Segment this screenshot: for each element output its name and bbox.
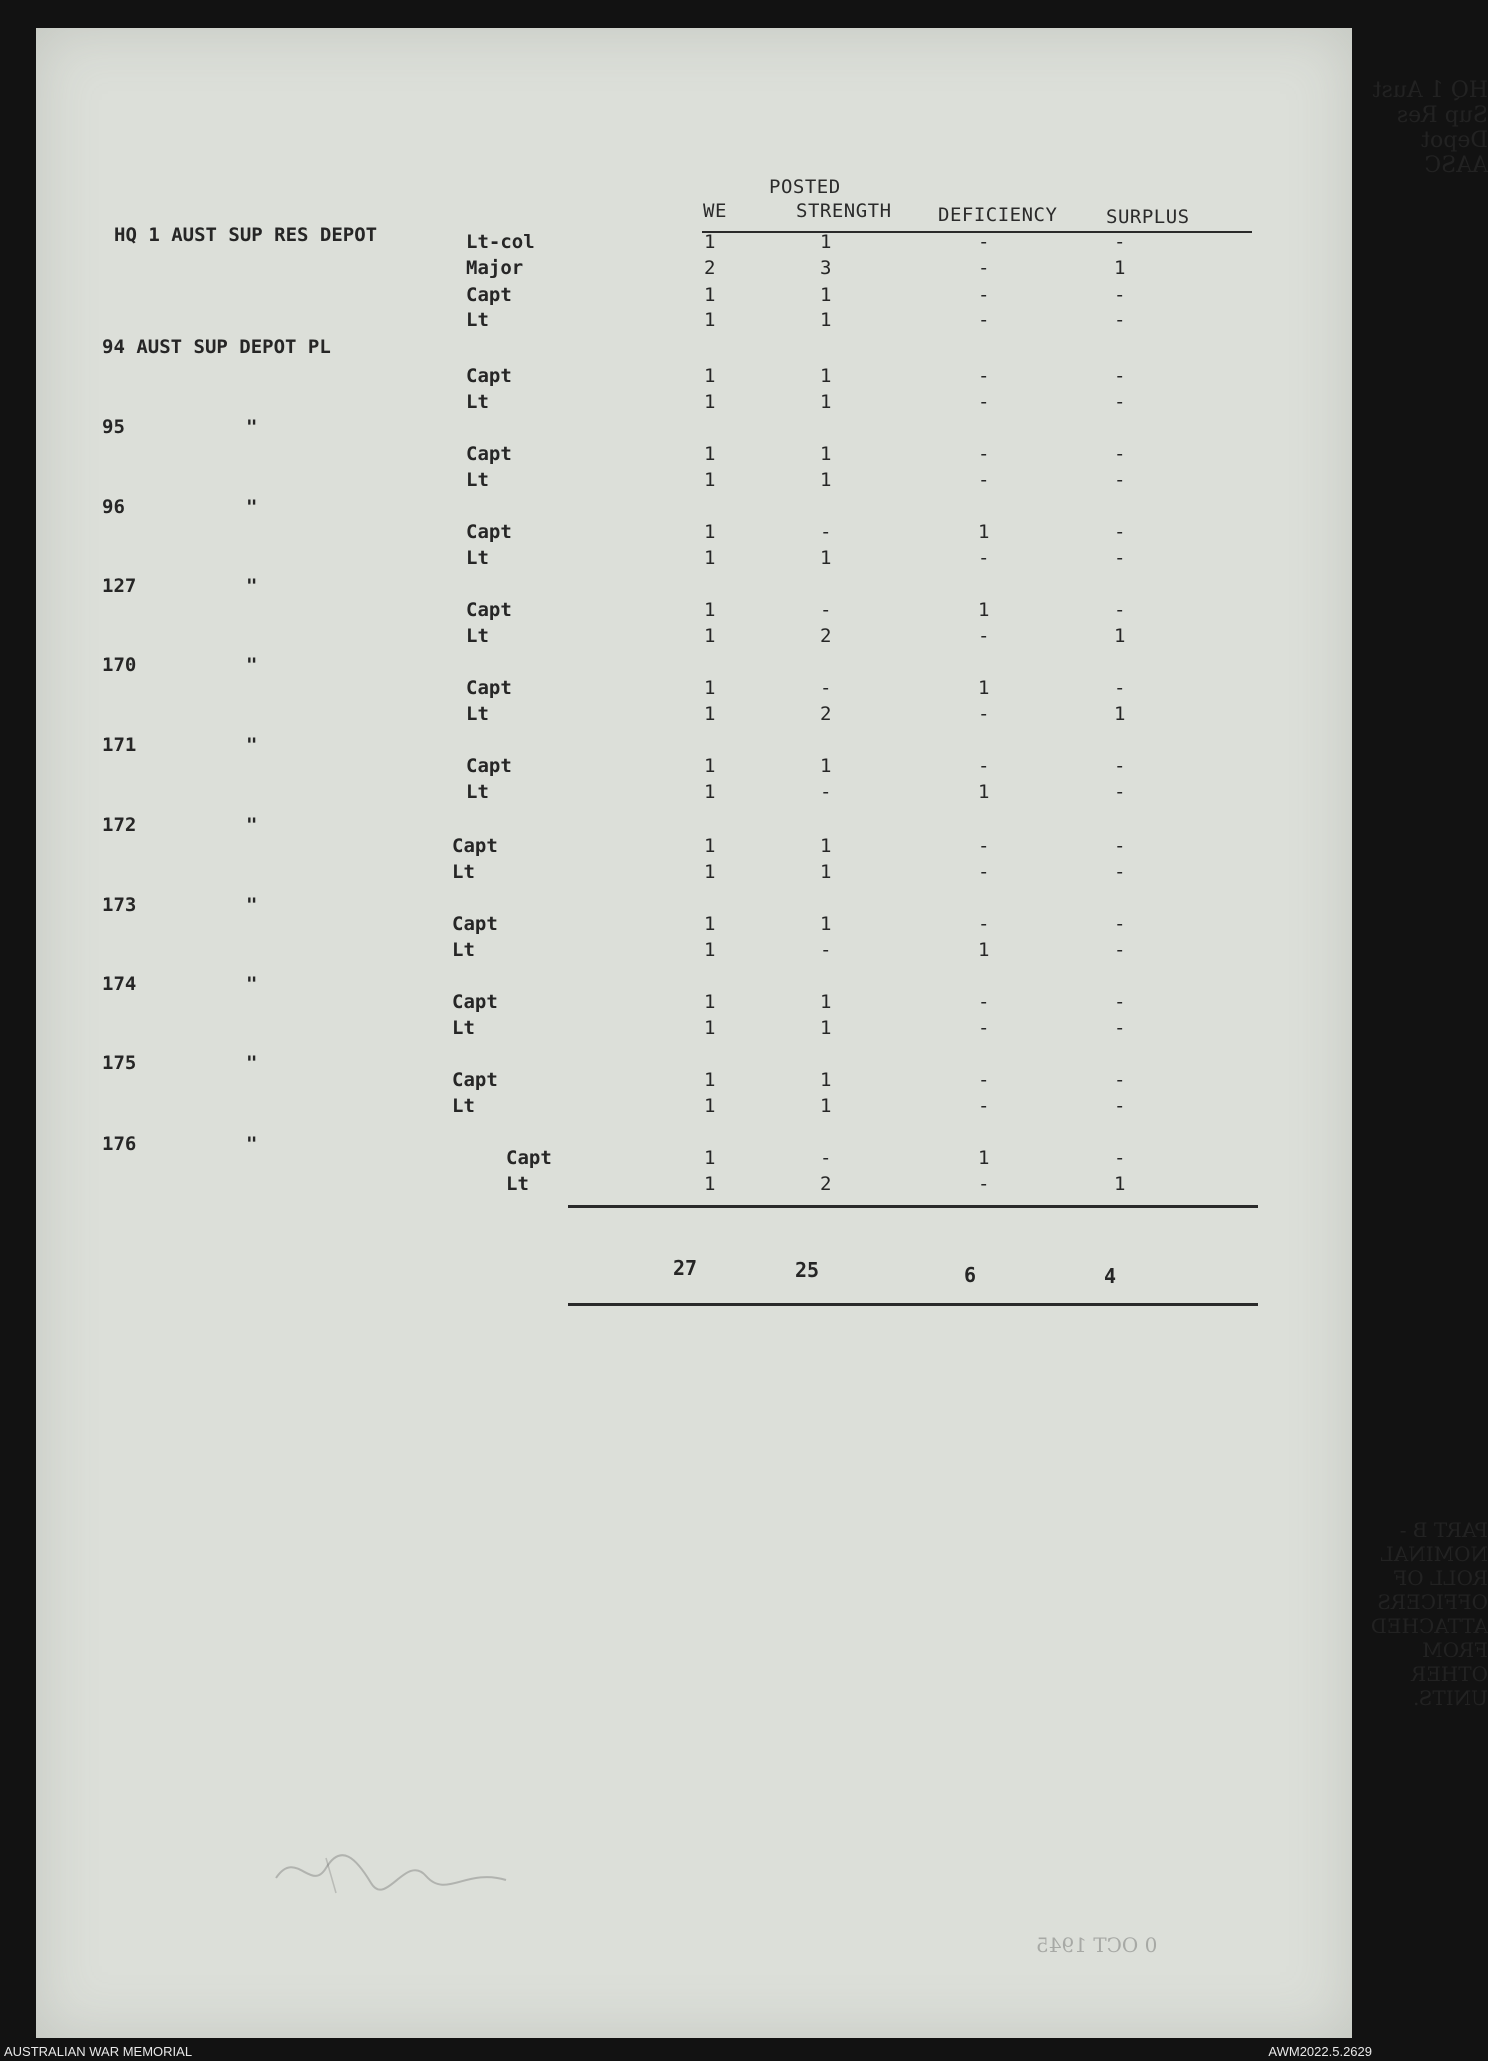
deficiency-cell: 1: [978, 939, 990, 961]
posted-strength-cell: -: [820, 1147, 832, 1169]
posted-strength-cell: 1: [820, 755, 832, 777]
we-cell: 1: [704, 365, 716, 387]
surplus-cell: -: [1114, 1069, 1126, 1091]
surplus-cell: -: [1114, 599, 1126, 621]
posted-strength-cell: 1: [820, 861, 832, 883]
table-row: [36, 1068, 1336, 1092]
table-row: [36, 1016, 1336, 1040]
deficiency-cell: -: [978, 1017, 990, 1039]
surplus-cell: -: [1114, 521, 1126, 543]
ditto-mark: ": [246, 575, 258, 597]
rank-cell: Capt: [466, 365, 512, 387]
deficiency-cell: -: [978, 755, 990, 777]
column-header-deficiency: DEFICIENCY: [938, 204, 1058, 226]
surplus-cell: -: [1114, 309, 1126, 331]
date-stamp: 0 OCT 1945: [1036, 1933, 1158, 1957]
total-we: 27: [673, 1256, 698, 1280]
footer-right: AWM2022.5.2629: [1268, 2044, 1372, 2059]
deficiency-cell: -: [978, 625, 990, 647]
table-row: [36, 230, 1336, 254]
deficiency-cell: -: [978, 284, 990, 306]
surplus-cell: -: [1114, 1095, 1126, 1117]
ditto-mark: ": [246, 814, 258, 836]
table-row: [36, 860, 1336, 884]
column-header-we: WE: [703, 200, 727, 222]
unit-name: 127: [102, 575, 137, 597]
deficiency-cell: -: [978, 469, 990, 491]
deficiency-cell: -: [978, 365, 990, 387]
ditto-mark: ": [246, 1133, 258, 1155]
surplus-cell: -: [1114, 781, 1126, 803]
rank-cell: Lt: [506, 1173, 529, 1195]
table-row: [36, 754, 1336, 778]
posted-strength-cell: 3: [820, 257, 832, 279]
deficiency-cell: -: [978, 1095, 990, 1117]
posted-strength-cell: 1: [820, 469, 832, 491]
table-row: [36, 938, 1336, 962]
rank-cell: Lt: [452, 1017, 475, 1039]
rank-cell: Lt: [452, 939, 475, 961]
ditto-mark: ": [246, 894, 258, 916]
surplus-cell: -: [1114, 939, 1126, 961]
surplus-cell: 1: [1114, 703, 1126, 725]
rank-cell: Lt: [466, 469, 489, 491]
ditto-mark: ": [246, 734, 258, 756]
we-cell: 1: [704, 755, 716, 777]
signature-mark: [266, 1838, 526, 1908]
deficiency-cell: -: [978, 1173, 990, 1195]
rank-cell: Lt-col: [466, 231, 535, 253]
totals-rule-top: [568, 1205, 1258, 1208]
rank-cell: Lt: [466, 391, 489, 413]
ditto-mark: ": [246, 1052, 258, 1074]
posted-strength-cell: 2: [820, 703, 832, 725]
surplus-cell: -: [1114, 391, 1126, 413]
table-row: [36, 364, 1336, 388]
surplus-cell: 1: [1114, 625, 1126, 647]
unit-name: 95: [102, 416, 125, 438]
document-page: [36, 28, 1488, 2038]
surplus-cell: -: [1114, 755, 1126, 777]
ditto-mark: ": [246, 973, 258, 995]
deficiency-cell: -: [978, 703, 990, 725]
posted-strength-cell: 1: [820, 1017, 832, 1039]
we-cell: 2: [704, 257, 716, 279]
surplus-cell: -: [1114, 913, 1126, 935]
we-cell: 1: [704, 1095, 716, 1117]
posted-strength-cell: 1: [820, 913, 832, 935]
rank-cell: Capt: [466, 755, 512, 777]
posted-strength-cell: -: [820, 939, 832, 961]
posted-strength-cell: 1: [820, 443, 832, 465]
rank-cell: Capt: [452, 991, 498, 1013]
we-cell: 1: [704, 781, 716, 803]
we-cell: 1: [704, 991, 716, 1013]
table-row: [36, 283, 1336, 307]
deficiency-cell: 1: [978, 521, 990, 543]
surplus-cell: -: [1114, 1017, 1126, 1039]
surplus-cell: 1: [1114, 1173, 1126, 1195]
bleed-through-part-b: PART B - NOMINAL ROLL OF OFFICERS ATTACHED FROM OTHER UNITS.: [1370, 1518, 1488, 1710]
unit-name: 172: [102, 814, 137, 836]
unit-name: 174: [102, 973, 137, 995]
posted-strength-cell: -: [820, 599, 832, 621]
we-cell: 1: [704, 1147, 716, 1169]
surplus-cell: -: [1114, 991, 1126, 1013]
rank-cell: Lt: [452, 1095, 475, 1117]
we-cell: 1: [704, 1173, 716, 1195]
table-row: [36, 598, 1336, 622]
table-row: [36, 990, 1336, 1014]
footer-left: AUSTRALIAN WAR MEMORIAL: [4, 2044, 193, 2059]
table-row: [36, 780, 1336, 804]
deficiency-cell: -: [978, 913, 990, 935]
column-header-surplus: SURPLUS: [1106, 206, 1190, 228]
surplus-cell: 1: [1114, 257, 1126, 279]
deficiency-cell: -: [978, 991, 990, 1013]
table-row: [36, 308, 1336, 332]
table-row: [36, 468, 1336, 492]
deficiency-cell: -: [978, 443, 990, 465]
table-row: [36, 624, 1336, 648]
surplus-cell: -: [1114, 835, 1126, 857]
surplus-cell: -: [1114, 284, 1126, 306]
column-header-posted: POSTED: [769, 176, 841, 198]
we-cell: 1: [704, 677, 716, 699]
deficiency-cell: -: [978, 547, 990, 569]
table-row: [36, 546, 1336, 570]
rank-cell: Lt: [466, 781, 489, 803]
total-posted: 25: [795, 1258, 820, 1282]
we-cell: 1: [704, 309, 716, 331]
posted-strength-cell: 1: [820, 391, 832, 413]
table-row: [36, 1172, 1336, 1196]
table-row: [36, 442, 1336, 466]
deficiency-cell: -: [978, 835, 990, 857]
we-cell: 1: [704, 939, 716, 961]
rank-cell: Capt: [466, 599, 512, 621]
total-deficiency: 6: [964, 1263, 977, 1287]
we-cell: 1: [704, 469, 716, 491]
we-cell: 1: [704, 625, 716, 647]
rank-cell: Lt: [466, 309, 489, 331]
unit-name: HQ 1 AUST SUP RES DEPOT: [114, 224, 378, 246]
deficiency-cell: 1: [978, 1147, 990, 1169]
surplus-cell: -: [1114, 1147, 1126, 1169]
surplus-cell: -: [1114, 231, 1126, 253]
rank-cell: Lt: [466, 703, 489, 725]
posted-strength-cell: 1: [820, 309, 832, 331]
we-cell: 1: [704, 521, 716, 543]
rank-cell: Capt: [452, 835, 498, 857]
posted-strength-cell: -: [820, 521, 832, 543]
table-row: [36, 676, 1336, 700]
rank-cell: Capt: [466, 521, 512, 543]
surplus-cell: -: [1114, 677, 1126, 699]
we-cell: 1: [704, 1017, 716, 1039]
deficiency-cell: 1: [978, 781, 990, 803]
table-row: [36, 520, 1336, 544]
we-cell: 1: [704, 443, 716, 465]
posted-strength-cell: 1: [820, 365, 832, 387]
posted-strength-cell: 1: [820, 284, 832, 306]
posted-strength-cell: 1: [820, 1069, 832, 1091]
unit-name: 96: [102, 496, 125, 518]
totals-rule-bottom: [568, 1303, 1258, 1306]
posted-strength-cell: 2: [820, 1173, 832, 1195]
deficiency-cell: -: [978, 309, 990, 331]
deficiency-cell: -: [978, 231, 990, 253]
ditto-mark: ": [246, 654, 258, 676]
unit-name: 176: [102, 1133, 137, 1155]
bleed-through-heading: HQ 1 Aust Sup Res Depot AASC: [1372, 78, 1488, 178]
posted-strength-cell: 1: [820, 547, 832, 569]
surplus-cell: -: [1114, 365, 1126, 387]
posted-strength-cell: 1: [820, 1095, 832, 1117]
column-header-strength: STRENGTH: [796, 200, 892, 222]
rank-cell: Lt: [466, 625, 489, 647]
we-cell: 1: [704, 913, 716, 935]
rank-cell: Lt: [466, 547, 489, 569]
we-cell: 1: [704, 231, 716, 253]
posted-strength-cell: 2: [820, 625, 832, 647]
rank-cell: Capt: [466, 284, 512, 306]
unit-name: 94 AUST SUP DEPOT PL: [102, 336, 331, 358]
rank-cell: Major: [466, 257, 524, 279]
posted-strength-cell: -: [820, 677, 832, 699]
table-row: [36, 256, 1336, 280]
deficiency-cell: 1: [978, 677, 990, 699]
table-row: [36, 834, 1336, 858]
we-cell: 1: [704, 1069, 716, 1091]
table-row: [36, 912, 1336, 936]
rank-cell: Lt: [452, 861, 475, 883]
we-cell: 1: [704, 547, 716, 569]
rank-cell: Capt: [466, 443, 512, 465]
deficiency-cell: -: [978, 861, 990, 883]
total-surplus: 4: [1104, 1264, 1117, 1288]
unit-name: 171: [102, 734, 137, 756]
unit-name: 173: [102, 894, 137, 916]
rank-cell: Capt: [452, 1069, 498, 1091]
unit-name: 175: [102, 1052, 137, 1074]
deficiency-cell: 1: [978, 599, 990, 621]
surplus-cell: -: [1114, 547, 1126, 569]
surplus-cell: -: [1114, 861, 1126, 883]
rank-cell: Capt: [466, 677, 512, 699]
posted-strength-cell: -: [820, 781, 832, 803]
we-cell: 1: [704, 861, 716, 883]
deficiency-cell: -: [978, 391, 990, 413]
posted-strength-cell: 1: [820, 991, 832, 1013]
we-cell: 1: [704, 703, 716, 725]
table-row: [36, 390, 1336, 414]
unit-name: 170: [102, 654, 137, 676]
we-cell: 1: [704, 835, 716, 857]
table-row: [36, 1094, 1336, 1118]
ditto-mark: ": [246, 416, 258, 438]
rank-cell: Capt: [506, 1147, 552, 1169]
surplus-cell: -: [1114, 443, 1126, 465]
we-cell: 1: [704, 391, 716, 413]
rank-cell: Capt: [452, 913, 498, 935]
posted-strength-cell: 1: [820, 835, 832, 857]
table-row: [36, 1146, 1336, 1170]
we-cell: 1: [704, 599, 716, 621]
we-cell: 1: [704, 284, 716, 306]
posted-strength-cell: 1: [820, 231, 832, 253]
table-row: [36, 702, 1336, 726]
surplus-cell: -: [1114, 469, 1126, 491]
deficiency-cell: -: [978, 1069, 990, 1091]
ditto-mark: ": [246, 496, 258, 518]
deficiency-cell: -: [978, 257, 990, 279]
